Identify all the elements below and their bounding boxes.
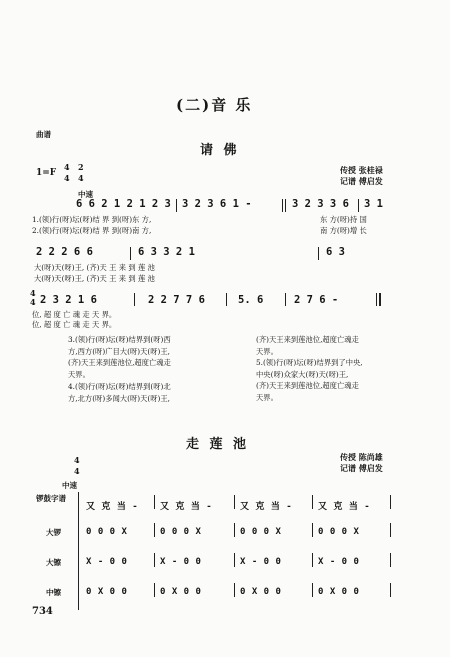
row3-measure-4: 0 X 0 0 <box>318 587 360 597</box>
barline <box>390 583 391 597</box>
barline <box>176 199 177 212</box>
barline <box>376 293 377 306</box>
song2-transmitter: 传授 陈尚雄 <box>340 452 383 462</box>
line2-measure-2: 6 3 3 2 1 <box>138 246 195 258</box>
barline <box>312 523 313 537</box>
line3-measure-3: 5. 6 <box>238 294 264 306</box>
line2-measure-3: 6 3 <box>326 246 345 258</box>
barline <box>154 523 155 537</box>
barline <box>154 495 155 509</box>
verse-right-column: (齐)天王来到莲池位,超度亡魂走 天界。 5.(领)行(呀)坛(呀)结界到了中央, 中央(呀)众家大(呀)天(呀)王, (齐)天王来到莲池位,超度亡魂走 天界。 <box>256 335 363 402</box>
barline <box>285 293 286 306</box>
row3-measure-3: 0 X 0 0 <box>240 587 282 597</box>
line1-lyric-verse1-end: 东 方(呀)持 国 <box>320 215 367 224</box>
line2-lyric-verse1: 大(呀)天(呀)王, (齐)天 王 来 到 莲 池 <box>34 263 155 272</box>
category-label: 曲谱 <box>36 130 51 139</box>
song1-transmitter: 传授 张桂禄 <box>340 165 383 175</box>
verse-4: 4.(领)行(呀)坛(呀)结界到(呀)北 方,北方(呀)多闻大(呀)天(呀)王, <box>68 382 171 403</box>
line3-lyric-verse1: 位, 超 度 亡 魂 走 天 界。 <box>32 310 117 319</box>
row3-measure-1: 0 X 0 0 <box>86 587 128 597</box>
barline <box>234 523 235 537</box>
final-barline <box>379 293 381 306</box>
barline <box>154 553 155 567</box>
line1-measure-3: 3 2 3 3 6 <box>292 198 349 210</box>
barline <box>312 495 313 509</box>
page-number: 734 <box>32 606 53 617</box>
song2-time-sig: 4 4 <box>74 455 80 476</box>
line3-time-sig: 4 4 <box>30 288 36 307</box>
row1-measure-1: 0 0 0 X <box>86 527 128 537</box>
row1-measure-2: 0 0 0 X <box>160 527 202 537</box>
line1-measure-1: 6 6 2 1 2 1 2 3 <box>76 198 171 210</box>
line2-lyric-verse2: 大(呀)天(呀)王, (齐)天 王 来 到 莲 池 <box>34 274 155 283</box>
row0-measure-4: 又 克 当 - <box>318 502 371 512</box>
barline <box>234 553 235 567</box>
line1-lyric-verse2-end: 南 方(呀)增 长 <box>320 226 367 235</box>
line1-measure-4: 3 1 <box>364 198 383 210</box>
song1-key: 1=F <box>36 168 57 178</box>
barline <box>312 553 313 567</box>
system-bracket <box>78 492 79 610</box>
barline <box>282 199 283 212</box>
barline <box>390 495 391 509</box>
line3-measure-4: 2 7 6 - <box>294 294 339 306</box>
barline <box>285 199 286 212</box>
barline <box>234 583 235 597</box>
row0-measure-1: 又 克 当 - <box>86 502 139 512</box>
row2-measure-2: X - 0 0 <box>160 557 202 567</box>
line1-measure-2: 3 2 3 6 1 - <box>182 198 252 210</box>
song2-recorder: 记谱 傅启发 <box>340 463 383 473</box>
line1-lyric-verse2: 2.(领)行(呀)坛(呀)结 界 到(呀)南 方, <box>32 226 152 235</box>
line3-measure-1: 2 3 2 1 6 <box>40 294 97 306</box>
row3-measure-2: 0 X 0 0 <box>160 587 202 597</box>
barline <box>134 293 135 306</box>
song1-time-sig: 4 4 <box>64 162 70 183</box>
barline <box>226 293 227 306</box>
song1-credits <box>340 165 383 187</box>
row0-measure-3: 又 克 当 - <box>240 502 293 512</box>
row2-measure-3: X - 0 0 <box>240 557 282 567</box>
line1-lyric-verse1: 1.(领)行(呀)坛(呀)结 界 到(呀)东 方, <box>32 215 152 224</box>
barline <box>312 583 313 597</box>
section-title: (二)音 乐 <box>176 96 253 114</box>
song1-time-sig-2: 2 4 <box>78 162 84 183</box>
barline <box>390 553 391 567</box>
barline <box>318 247 319 260</box>
line2-measure-1: 2 2 2 6 6 <box>36 246 93 258</box>
line3-lyric-verse2: 位, 超 度 亡 魂 走 天 界。 <box>32 320 117 329</box>
song2-tempo: 中速 <box>62 481 77 490</box>
row2-measure-1: X - 0 0 <box>86 557 128 567</box>
verse-3: 3.(领)行(呀)坛(呀)结界到(呀)西 方,西方(呀)广目大(呀)天(呀)王, (齐)天王来到莲池位,超度亡魂走 天界。 <box>68 335 171 379</box>
row-label-gong-drum-syllables: 锣鼓字谱 <box>36 494 66 503</box>
song1-recorder: 记谱 傅启发 <box>340 176 383 186</box>
row-label-big-gong: 大锣 <box>46 528 61 537</box>
line3-measure-2: 2 2 7 7 6 <box>148 294 205 306</box>
song1-tempo: 中速 <box>78 190 93 199</box>
song2-credits <box>340 452 383 474</box>
barline <box>390 523 391 537</box>
song1-title: 请 佛 <box>200 143 240 158</box>
row1-measure-4: 0 0 0 X <box>318 527 360 537</box>
barline <box>154 583 155 597</box>
row2-measure-4: X - 0 0 <box>318 557 360 567</box>
barline <box>130 247 131 260</box>
row-label-big-cymbal: 大镲 <box>46 558 61 567</box>
barline <box>234 495 235 509</box>
barline <box>358 199 359 212</box>
row-label-mid-cymbal: 中镲 <box>46 588 61 597</box>
row0-measure-2: 又 克 当 - <box>160 502 213 512</box>
row1-measure-3: 0 0 0 X <box>240 527 282 537</box>
song2-title: 走 莲 池 <box>186 437 250 452</box>
